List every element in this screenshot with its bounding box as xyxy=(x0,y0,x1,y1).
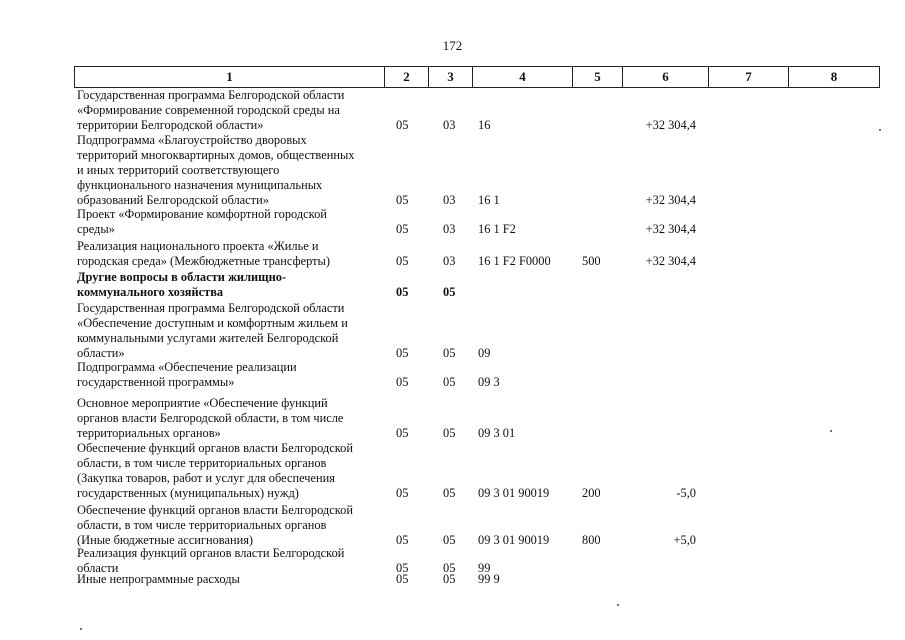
cell-c6: +32 304,4 xyxy=(645,118,696,132)
row-name-line: Обеспечение функций органов власти Белгородской xyxy=(77,503,353,517)
cell-c2: 05 xyxy=(396,426,409,440)
cell-c2: 05 xyxy=(396,561,409,575)
header-col-2: 2 xyxy=(385,67,429,87)
cell-c4: 09 3 01 xyxy=(478,426,516,440)
row-name-line: Государственная программа Белгородской области xyxy=(77,88,345,102)
cell-c4: 16 xyxy=(478,118,491,132)
scan-speck xyxy=(80,628,82,630)
cell-c3: 05 xyxy=(443,375,456,389)
header-col-3: 3 xyxy=(429,67,473,87)
page-number: 172 xyxy=(442,38,463,53)
cell-c3: 03 xyxy=(443,193,456,207)
cell-c4: 99 xyxy=(478,561,491,575)
row-name-line: образований Белгородской области» xyxy=(77,193,269,207)
row-name-line: функционального назначения муниципальных xyxy=(77,178,323,192)
cell-c2: 05 xyxy=(396,254,409,268)
header-col-6: 6 xyxy=(623,67,709,87)
row-name-line: (Закупка товаров, работ и услуг для обеспечения xyxy=(77,471,335,485)
row-name-line: Реализация национального проекта «Жилье и xyxy=(77,239,319,253)
cell-c4: 09 3 xyxy=(478,375,500,389)
row-name xyxy=(77,396,375,441)
cell-c3: 05 xyxy=(443,346,456,360)
cell-c6: +32 304,4 xyxy=(645,222,696,236)
cell-c2: 05 xyxy=(396,118,409,132)
header-col-7: 7 xyxy=(709,67,789,87)
cell-c4: 16 1 F2 xyxy=(478,222,516,236)
cell-c4: 16 1 F2 F0000 xyxy=(478,254,551,268)
row-name-line: коммунального хозяйства xyxy=(77,285,224,299)
row-name-line: городская среда» (Межбюджетные трансферты) xyxy=(77,254,331,268)
cell-c3: 03 xyxy=(443,118,456,132)
cell-c5: 500 xyxy=(582,254,601,268)
row-name-line: Подпрограмма «Благоустройство дворовых xyxy=(77,133,307,147)
row-name xyxy=(77,503,375,548)
scan-speck xyxy=(879,129,881,131)
row-name xyxy=(77,572,375,587)
cell-c5: 800 xyxy=(582,533,601,547)
row-name-line: среды» xyxy=(77,222,115,236)
cell-c2: 05 xyxy=(396,533,409,547)
cell-c3: 03 xyxy=(443,222,456,236)
row-name xyxy=(77,360,375,390)
cell-c2: 05 xyxy=(396,486,409,500)
cell-c4: 09 xyxy=(478,346,491,360)
row-name-line: области, в том числе территориальных органов xyxy=(77,518,327,532)
cell-c4: 09 3 01 90019 xyxy=(478,533,550,547)
row-name-line: государственной программы» xyxy=(77,375,235,389)
table-header xyxy=(74,66,880,88)
row-name xyxy=(77,301,375,361)
row-name-line: территорий многоквартирных домов, общественных xyxy=(77,148,355,162)
cell-c4: 16 1 xyxy=(478,193,500,207)
cell-c3: 05 xyxy=(443,426,456,440)
header-col-1: 1 xyxy=(75,67,385,87)
row-name-line: (Иные бюджетные ассигнования) xyxy=(77,533,254,547)
cell-c2: 05 xyxy=(396,285,409,299)
row-name xyxy=(77,239,375,269)
row-name xyxy=(77,133,375,208)
header-col-8: 8 xyxy=(830,69,838,84)
row-name-line: Иные непрограммные расходы xyxy=(77,572,240,586)
cell-c3: 05 xyxy=(443,533,456,547)
row-name-line: Другие вопросы в области жилищно- xyxy=(77,270,287,284)
cell-c2: 05 xyxy=(396,193,409,207)
cell-c6: +32 304,4 xyxy=(645,254,696,268)
cell-c4: 09 3 01 90019 xyxy=(478,486,550,500)
cell-c2: 05 xyxy=(396,572,409,586)
cell-c2: 05 xyxy=(396,375,409,389)
cell-c3: 05 xyxy=(443,572,456,586)
row-name-line: и иных территорий соответствующего xyxy=(77,163,280,177)
cell-c6: -5,0 xyxy=(676,486,696,500)
row-name-line: Реализация функций органов власти Белгородской xyxy=(77,546,345,560)
row-name xyxy=(77,270,375,300)
row-name-line: области xyxy=(77,561,119,575)
cell-c5: 200 xyxy=(582,486,601,500)
row-name xyxy=(77,88,375,133)
row-name-line: области, в том числе территориальных органов xyxy=(77,456,327,470)
cell-c6: +5,0 xyxy=(673,533,696,547)
scan-speck xyxy=(830,430,832,432)
row-name-line: области» xyxy=(77,346,125,360)
row-name-line: органов власти Белгородской области, в том числе xyxy=(77,411,344,425)
cell-c6: +32 304,4 xyxy=(645,193,696,207)
row-name-line: территориальных органов» xyxy=(77,426,221,440)
row-name-line: Обеспечение функций органов власти Белгородской xyxy=(77,441,353,455)
row-name-line: Проект «Формирование комфортной городской xyxy=(77,207,327,221)
row-name-line: Государственная программа Белгородской области xyxy=(77,301,345,315)
header-col-4: 4 xyxy=(473,67,573,87)
row-name-line: коммунальными услугами жителей Белгородской xyxy=(77,331,339,345)
row-name-line: государственных (муниципальных) нужд) xyxy=(77,486,299,500)
cell-c2: 05 xyxy=(396,346,409,360)
cell-c4: 99 9 xyxy=(478,572,500,586)
scan-speck xyxy=(617,604,619,606)
row-name xyxy=(77,207,375,237)
header-col-5: 5 xyxy=(573,67,623,87)
cell-c3: 03 xyxy=(443,254,456,268)
row-name-line: «Формирование современной городской среды на xyxy=(77,103,340,117)
cell-c2: 05 xyxy=(396,222,409,236)
cell-c3: 05 xyxy=(443,486,456,500)
cell-c3: 05 xyxy=(443,561,456,575)
row-name-line: «Обеспечение доступным и комфортным жильем и xyxy=(77,316,348,330)
cell-c3: 05 xyxy=(443,285,456,299)
row-name xyxy=(77,441,375,501)
row-name-line: Подпрограмма «Обеспечение реализации xyxy=(77,360,297,374)
row-name-line: территории Белгородской области» xyxy=(77,118,264,132)
row-name-line: Основное мероприятие «Обеспечение функций xyxy=(77,396,328,410)
